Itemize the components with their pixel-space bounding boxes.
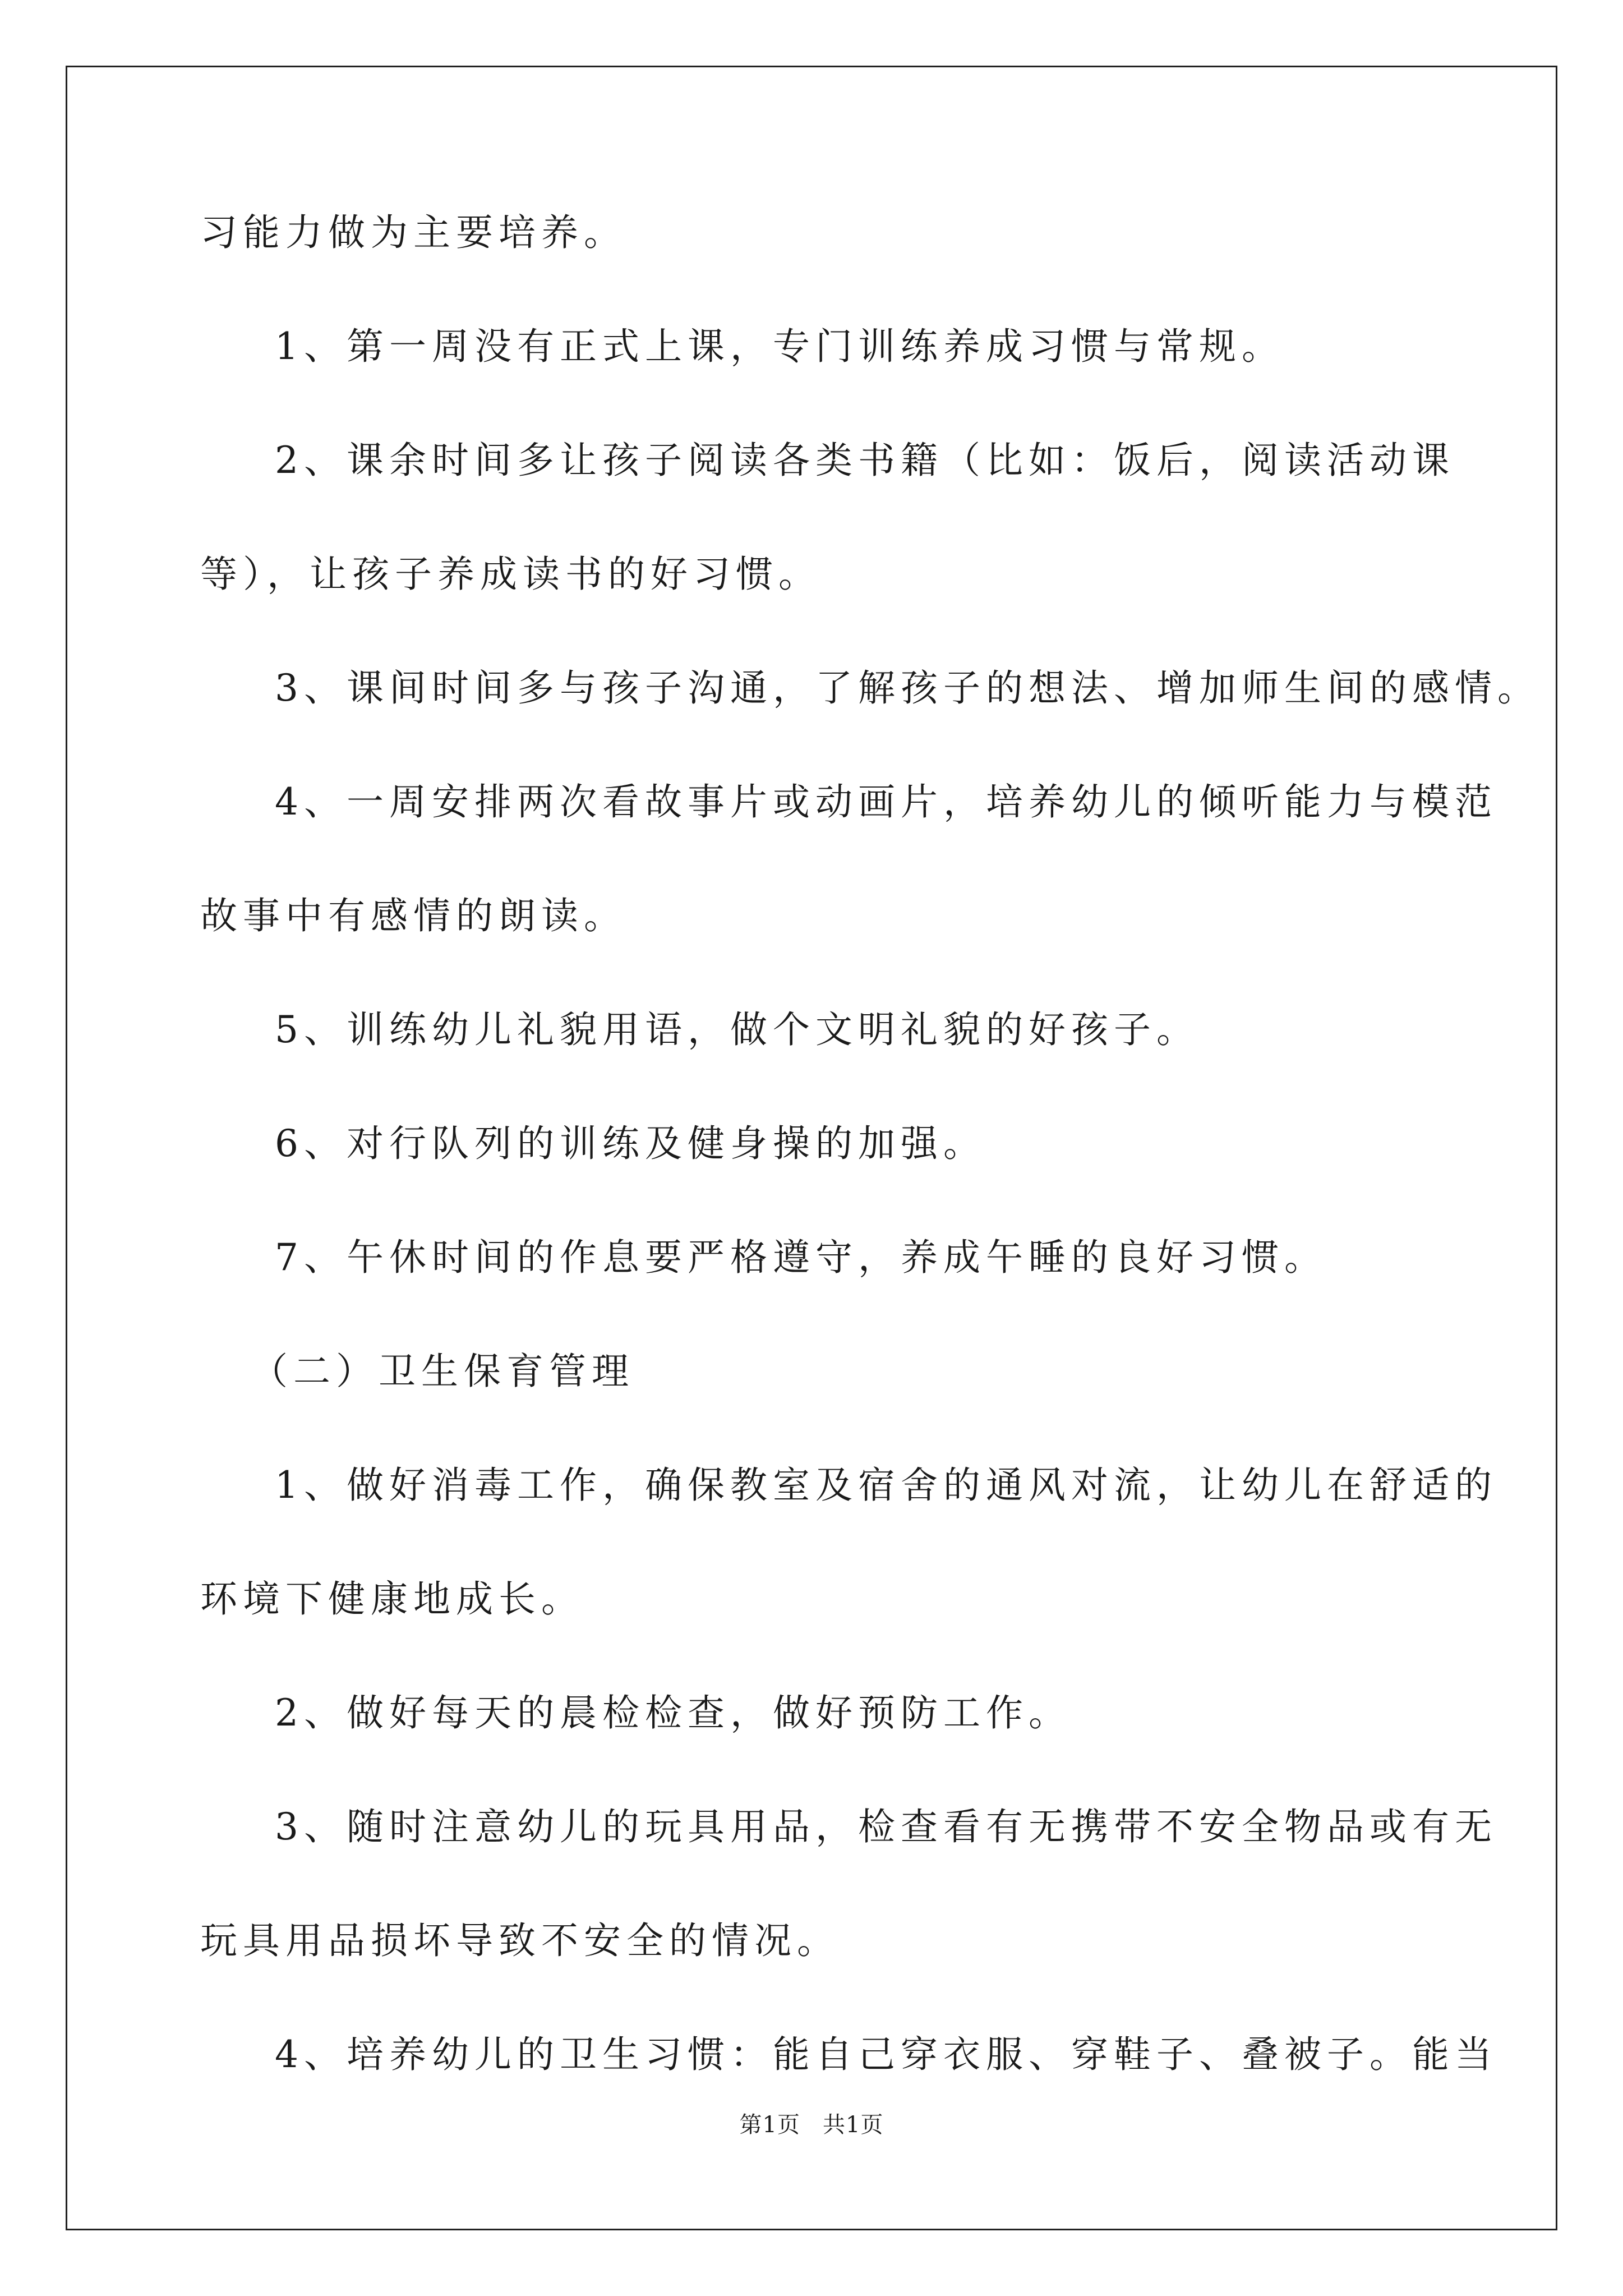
text-line: 2、做好每天的晨检检查，做好预防工作。 (275, 1691, 1071, 1734)
page-footer (0, 2108, 1623, 2142)
text-line: 4、一周安排两次看故事片或动画片，培养幼儿的倾听能力与模范 (275, 780, 1497, 823)
text-line: 2、课余时间多让孩子阅读各类书籍（比如：饭后，阅读活动课 (275, 439, 1455, 482)
text-line: 6、对行队列的训练及健身操的加强。 (275, 1122, 986, 1165)
page-number: 第1页 (739, 2112, 800, 2138)
text-line: 3、随时注意幼儿的玩具用品，检查看有无携带不安全物品或有无 (275, 1805, 1497, 1848)
text-line: 1、第一周没有正式上课，专门训练养成习惯与常规。 (275, 325, 1284, 368)
text-line: 1、做好消毒工作，确保教室及宿舍的通风对流，让幼儿在舒适的 (275, 1464, 1497, 1507)
page-total: 共1页 (823, 2112, 884, 2138)
text-line: 习能力做为主要培养。 (200, 211, 626, 254)
text-line: 3、课间时间多与孩子沟通，了解孩子的想法、增加师生间的感情。 (275, 666, 1540, 710)
text-line: 故事中有感情的朗读。 (200, 894, 626, 937)
text-line: 环境下健康地成长。 (200, 1577, 584, 1621)
section-heading: （二）卫生保育管理 (251, 1350, 634, 1393)
text-line: 等），让孩子养成读书的好习惯。 (200, 553, 821, 596)
text-line: 玩具用品损坏导致不安全的情况。 (200, 1919, 840, 1962)
text-line: 5、训练幼儿礼貌用语，做个文明礼貌的好孩子。 (275, 1008, 1199, 1051)
text-line: 7、午休时间的作息要严格遵守，养成午睡的良好习惯。 (275, 1236, 1327, 1279)
text-line: 4、培养幼儿的卫生习惯：能自己穿衣服、穿鞋子、叠被子。能当 (275, 2033, 1497, 2076)
